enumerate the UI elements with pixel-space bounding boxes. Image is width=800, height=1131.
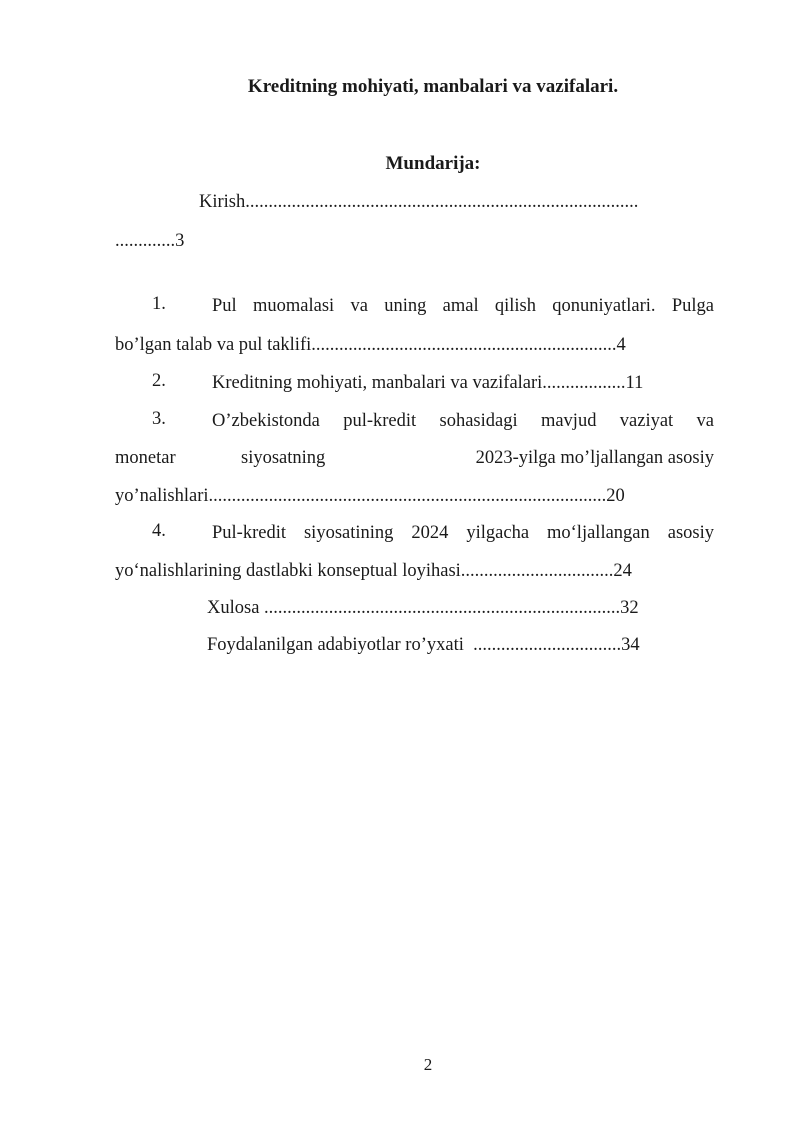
toc-item-4-line2: yo‘nalishlarining dastlabki konseptual loyihasi.................................24	[115, 561, 632, 581]
toc-item-2-number: 2.	[152, 371, 166, 391]
toc-item-3-word-2: siyosatning	[241, 448, 326, 468]
toc-item-2-line1: Kreditning mohiyati, manbalari va vazifalari..................11	[212, 373, 644, 393]
toc-item-3-line3: yo’nalishlari......................................................................................20	[115, 486, 625, 506]
toc-item-3-word-1: monetar	[115, 448, 176, 468]
toc-conclusion: Xulosa .............................................................................32	[207, 598, 639, 618]
toc-item-1-line1: Pul muomalasi va uning amal qilish qonuniyatlari. Pulga	[212, 296, 714, 316]
toc-item-4-number: 4.	[152, 521, 166, 541]
toc-intro-line2: .............3	[115, 231, 185, 251]
toc-references: Foydalanilgan adabiyotlar ro’yxati ................................34	[207, 635, 640, 655]
toc-item-4-line1: Pul-kredit siyosatining 2024 yilgacha mo‘ljallangan asosiy	[212, 523, 714, 543]
toc-item-3-word-3: 2023-yilga mo’ljallangan asosiy	[475, 448, 714, 468]
toc-item-1-number: 1.	[152, 294, 166, 314]
toc-item-1-line2: bo’lgan talab va pul taklifi..................................................................4	[115, 335, 626, 355]
toc-intro-line1: Kirish.....................................................................................	[199, 192, 639, 212]
toc-item-3-number: 3.	[152, 409, 166, 429]
toc-item-3-line1: O’zbekistonda pul-kredit sohasidagi mavjud vaziyat va	[212, 411, 714, 431]
page-number: 2	[423, 1055, 433, 1074]
toc-heading: Mundarija:	[385, 153, 481, 174]
document-title: Kreditning mohiyati, manbalari va vazifalari.	[247, 76, 619, 97]
